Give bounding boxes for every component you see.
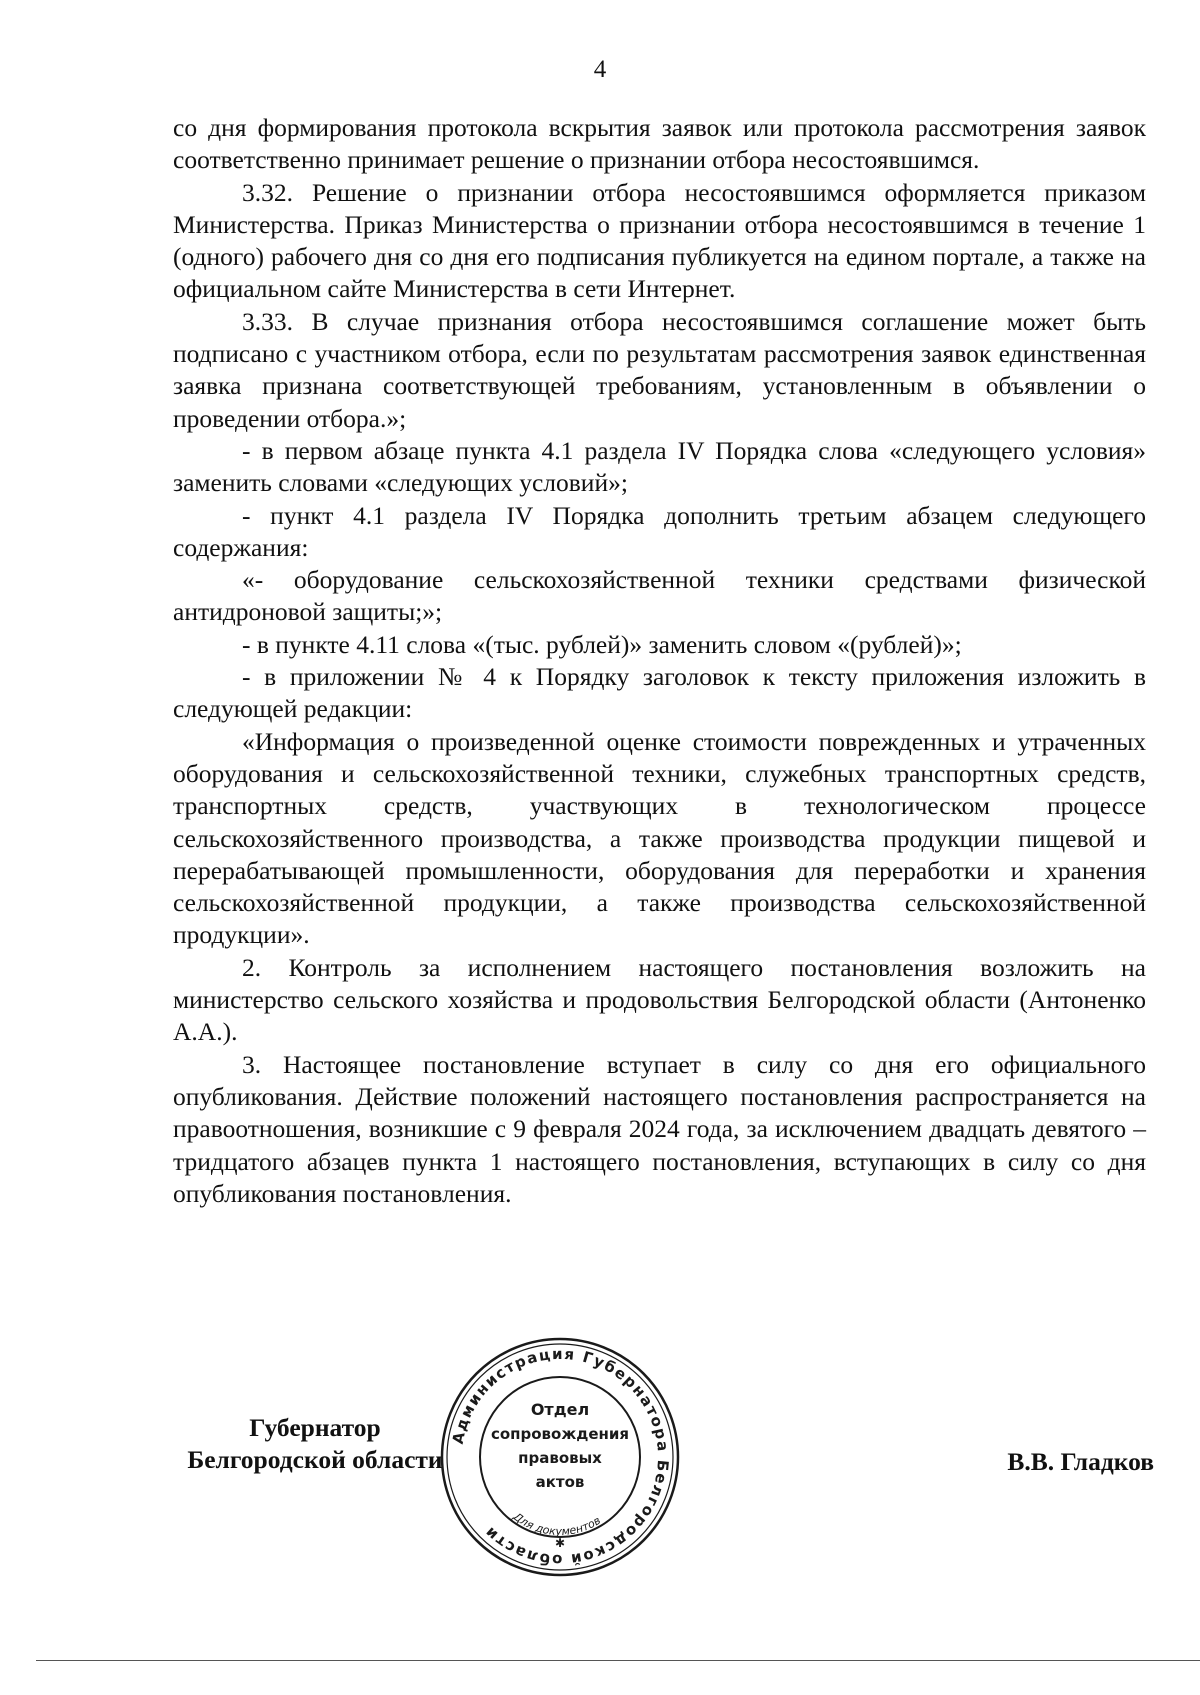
stamp-star-icon: ✱: [554, 1536, 566, 1550]
amendment-item-3: - в пункте 4.11 слова «(тыс. рублей)» заменить словом «(рублей)»;: [242, 629, 962, 659]
stamp-inner-line-1: Отдел: [530, 1400, 590, 1419]
clause-3: 3. Настоящее постановление вступает в силу со дня его официального опубликования. Действие положений настоящего постановления распространяется на правоотношения, возникшие с 9 февраля 2024 года, за исключением двадцать девятого – тридцатого абзацев пункта 1 настоящего постановления, вступающих в силу со дня опубликования постановления.: [173, 1049, 1146, 1208]
signatory-name: В.В. Гладков: [1007, 1447, 1154, 1476]
signatory-title-line-2: Белгородской области: [187, 1445, 443, 1474]
footer-divider: [36, 1660, 1200, 1661]
document-body: [173, 112, 1146, 1210]
amendment-item-2: - пункт 4.1 раздела IV Порядка дополнить третьим абзацем следующего содержания:: [173, 500, 1146, 562]
paragraph-3-32: 3.32. Решение о признании отбора несостоявшимся оформляется приказом Министерства. Приказ Министерства о признании отбора несостоявшимся в течение 1 (одного) рабочего дня со дня его подписания публикуется на едином портале, а также на официальном сайте Министерства в сети Интернет.: [173, 177, 1146, 304]
paragraph-1: со дня формирования протокола вскрытия заявок или протокола рассмотрения заявок соответственно принимает решение о признании отбора несостоявшимся.: [173, 113, 1146, 175]
amendment-item-4: - в приложении № 4 к Порядку заголовок к тексту приложения изложить в следующей редакции:: [173, 662, 1146, 724]
stamp-seal: [438, 1335, 682, 1579]
amendment-quote-1: «- оборудование сельскохозяйственной техники средствами физической антидроновой защиты;»;: [173, 565, 1146, 627]
paragraph-3-33: 3.33. В случае признания отбора несостоявшимся соглашение может быть подписано с участником отбора, если по результатам рассмотрения заявок единственная заявка признана соответствующей требованиям, установленным в объявлении о проведении отбора.»;: [173, 306, 1146, 433]
clause-2: 2. Контроль за исполнением настоящего постановления возложить на министерство сельского хозяйства и продовольствия Белгородской области (Антоненко А.А.).: [173, 952, 1146, 1047]
amendment-item-1: - в первом абзаце пункта 4.1 раздела IV Порядка слова «следующего условия» заменить словами «следующих условий»;: [173, 435, 1146, 498]
stamp-inner-line-4: актов: [535, 1473, 585, 1491]
stamp-inner-line-2: сопровождения: [490, 1425, 630, 1443]
signatory-title: [160, 1412, 470, 1476]
stamp-inner-line-3: правовых: [518, 1449, 602, 1467]
page-number: 4: [593, 56, 607, 83]
amendment-quote-2: «Информация о произведенной оценке стоимости поврежденных и утраченных оборудования и сельскохозяйственной техники, служебных транспортных средств, транспортных средств, участвующих в технологическом процессе сельскохозяйственного производства, а также производства продукции пищевой и перерабатывающей промышленности, оборудования для переработки и хранения сельскохозяйственной продукции, а также производства сельскохозяйственной продукции».: [173, 726, 1146, 950]
stamp-outer-text: Администрация Губернатора Белгородской области: [448, 1344, 673, 1570]
stamp-bottom-text: Для документов: [510, 1509, 603, 1539]
official-stamp: [438, 1335, 682, 1579]
signatory-title-line-1: Губернатор: [249, 1413, 381, 1442]
